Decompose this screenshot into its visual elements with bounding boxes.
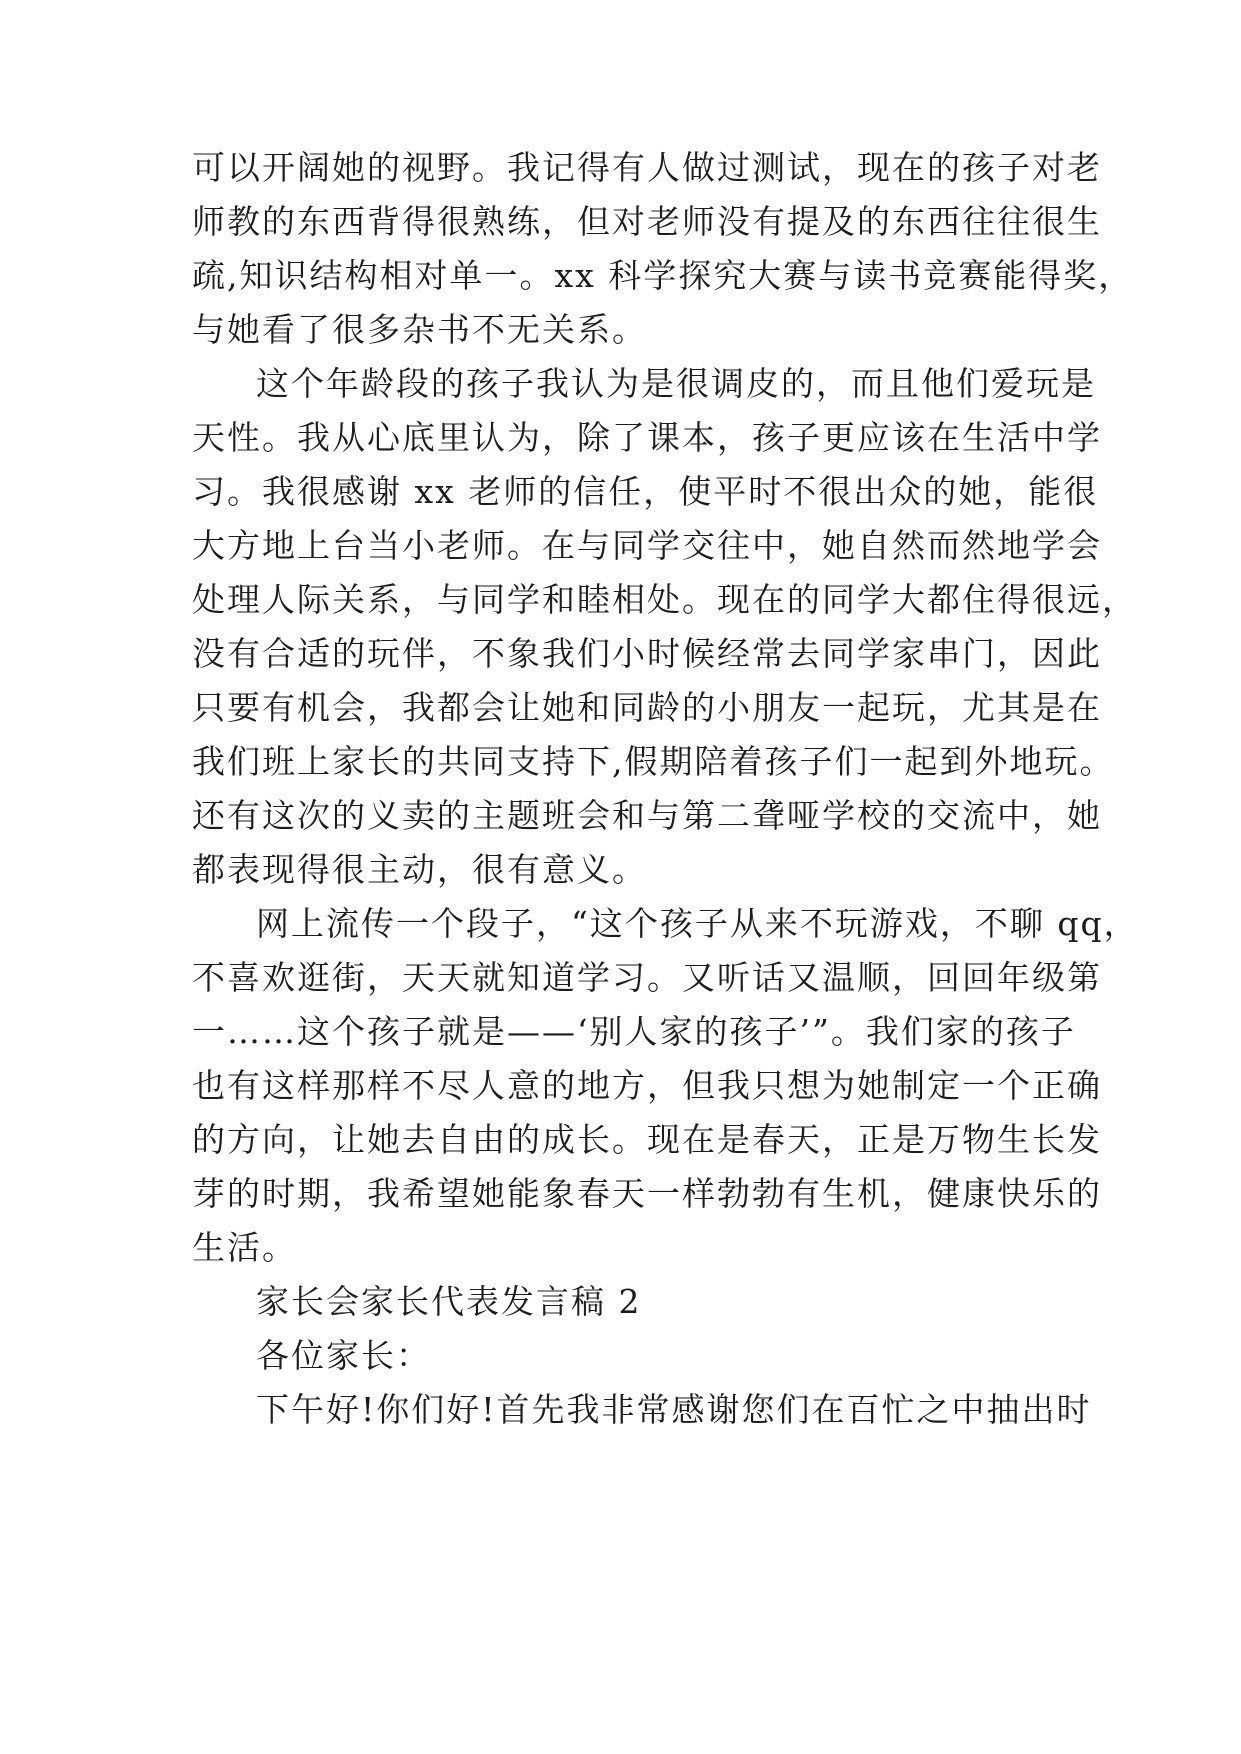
text-line: 习。我很感谢 xx 老师的信任，使平时不很出众的她，能很 <box>192 472 1099 511</box>
text-line: 处理人际关系，与同学和睦相处。现在的同学大都住得很远， <box>192 580 1137 619</box>
text-line: 一……这个孩子就是——‘别人家的孩子’”。我们家的孩子 <box>192 1012 1076 1051</box>
text-line: 的方向，让她去自由的成长。现在是春天，正是万物生长发 <box>192 1120 1102 1159</box>
paragraph-first-line: 这个年龄段的孩子我认为是很调皮的，而且他们爱玩是 <box>256 364 1096 403</box>
text-line: 可以开阔她的视野。我记得有人做过测试，现在的孩子对老 <box>192 148 1102 187</box>
text-line: 疏,知识结构相对单一。xx 科学探究大赛与读书竞赛能得奖， <box>192 256 1134 295</box>
text-line: 没有合适的玩伴，不象我们小时候经常去同学家串门，因此 <box>192 634 1102 673</box>
text-line: 天性。我从心底里认为，除了课本，孩子更应该在生活中学 <box>192 418 1102 457</box>
text-line: 不喜欢逛街，天天就知道学习。又听话又温顺，回回年级第 <box>192 958 1102 997</box>
section-heading: 家长会家长代表发言稿 2 <box>256 1282 642 1321</box>
text-line: 生活。 <box>192 1228 297 1267</box>
text-line: 只要有机会，我都会让她和同龄的小朋友一起玩，尤其是在 <box>192 688 1102 727</box>
text-line: 师教的东西背得很熟练，但对老师没有提及的东西往往很生 <box>192 202 1102 241</box>
text-line: 也有这样那样不尽人意的地方，但我只想为她制定一个正确 <box>192 1066 1102 1105</box>
text-line: 大方地上台当小老师。在与同学交往中，她自然而然地学会 <box>192 526 1102 565</box>
salutation: 各位家长： <box>256 1336 431 1375</box>
text-line: 与她看了很多杂书不无关系。 <box>192 310 647 349</box>
text-line: 都表现得很主动，很有意义。 <box>192 850 647 889</box>
paragraph-first-line: 网上流传一个段子，“这个孩子从来不玩游戏，不聊 qq， <box>256 904 1139 943</box>
paragraph-first-line: 下午好!你们好!首先我非常感谢您们在百忙之中抽出时 <box>256 1390 1092 1429</box>
text-line: 还有这次的义卖的主题班会和与第二聋哑学校的交流中，她 <box>192 796 1102 835</box>
text-line: 我们班上家长的共同支持下,假期陪着孩子们一起到外地玩。 <box>192 742 1115 781</box>
text-line: 芽的时期，我希望她能象春天一样勃勃有生机，健康快乐的 <box>192 1174 1102 1213</box>
